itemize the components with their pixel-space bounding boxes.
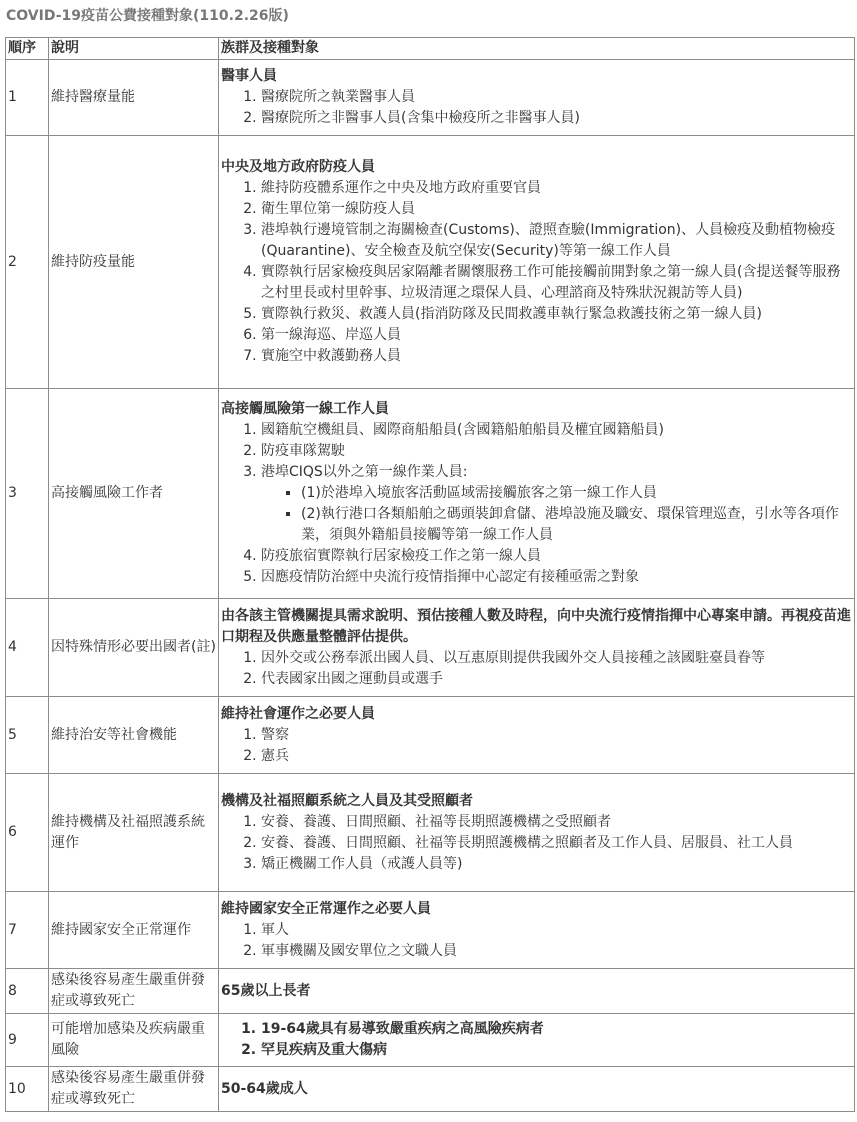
list-item: 1. 安養、養護、日間照顧、社福等長期照護機構之受照顧者 <box>261 812 852 833</box>
list-item: 5. 因應疫情防治經中央流行疫情指揮中心認定有接種亟需之對象 <box>261 567 852 588</box>
row-target-group <box>219 774 855 892</box>
list-item: 6. 第一線海巡、岸巡人員 <box>261 325 852 346</box>
table-row <box>6 969 855 1014</box>
row-number: 8 <box>6 969 49 1014</box>
row-number: 2 <box>6 136 49 389</box>
list-item: 1. 維持防疫體系運作之中央及地方政府重要官員 <box>261 178 852 199</box>
group-title: 由各該主管機關提具需求說明、預估接種人數及時程，向中央流行疫情指揮中心專案申請。再視疫苗進口期程及供應量整體評估提供。 <box>221 607 851 645</box>
row-number: 10 <box>6 1067 49 1112</box>
group-title: 維持社會運作之必要人員 <box>221 705 375 722</box>
list-item: 5. 實際執行救災、救護人員(指消防隊及民間救護車執行緊急救護技術之第一線人員) <box>261 304 852 325</box>
list-item: 1. 國籍航空機組員、國際商船船員(含國籍船舶船員及權宜國籍船員) <box>261 420 852 441</box>
row-target-group <box>219 599 855 697</box>
row-description: 因特殊情形必要出國者(註) <box>49 599 219 697</box>
list-item: 4. 防疫旅宿實際執行居家檢疫工作之第一線人員 <box>261 546 852 567</box>
page-title: COVID-19疫苗公費接種對象(110.2.26版) <box>6 8 289 24</box>
list-item: 2. 安養、養護、日間照顧、社福等長期照護機構之照顧者及工作人員、居服員、社工人員 <box>261 833 852 854</box>
vaccine-priority-table <box>5 37 855 1112</box>
list-item: 2. 醫療院所之非醫事人員(含集中檢疫所之非醫事人員) <box>261 108 852 129</box>
list-item-text: 港埠CIQS以外之第一線作業人員: <box>261 464 468 480</box>
list-item: 1. 軍人 <box>261 920 852 941</box>
group-list <box>221 648 852 690</box>
list-item: 4. 實際執行居家檢疫與居家隔離者關懷服務工作可能接觸前開對象之第一線人員(含提送餐等服務之村里長或村里幹事、垃圾清運之環保人員、心理諮商及特殊狀況親訪等人員) <box>261 262 852 304</box>
group-list <box>221 812 852 875</box>
list-item: 1. 警察 <box>261 725 852 746</box>
row-number: 1 <box>6 60 49 136</box>
row-target-group <box>219 892 855 969</box>
header-target-group: 族群及接種對象 <box>219 38 855 60</box>
sub-list-item: ▪ (2)執行港口各類船舶之碼頭裝卸倉儲、港埠設施及職安、環保管理巡查，引水等各項作業，須與外籍船員接觸等第一線工作人員 <box>301 504 852 546</box>
group-title: 維持國家安全正常運作之必要人員 <box>221 900 431 917</box>
row-description: 可能增加感染及疾病嚴重風險 <box>49 1014 219 1067</box>
table-row <box>6 774 855 892</box>
table-row <box>6 697 855 774</box>
group-list <box>221 87 852 129</box>
group-list <box>221 1019 852 1061</box>
row-description: 感染後容易產生嚴重併發症或導致死亡 <box>49 1067 219 1112</box>
group-list <box>221 920 852 962</box>
table-header-row <box>6 38 855 60</box>
row-description: 維持國家安全正常運作 <box>49 892 219 969</box>
group-title: 醫事人員 <box>221 68 277 84</box>
group-list <box>221 178 852 367</box>
row-number: 5 <box>6 697 49 774</box>
list-item: 1. 因外交或公務奉派出國人員、以互惠原則提供我國外交人員接種之該國駐臺員眷等 <box>261 648 852 669</box>
table-row <box>6 389 855 599</box>
group-list <box>221 725 852 767</box>
group-title: 50-64歲成人 <box>221 1080 308 1097</box>
list-item: 2. 憲兵 <box>261 746 852 767</box>
list-item: 2. 代表國家出國之運動員或選手 <box>261 669 852 690</box>
row-number: 9 <box>6 1014 49 1067</box>
table-row <box>6 1014 855 1067</box>
row-target-group <box>219 969 855 1014</box>
sub-list-item: ▪ (1)於港埠入境旅客活動區域需接觸旅客之第一線工作人員 <box>301 483 852 504</box>
group-title: 65歲以上長者 <box>221 982 311 999</box>
row-description: 維持醫療量能 <box>49 60 219 136</box>
row-target-group <box>219 136 855 389</box>
row-target-group <box>219 1067 855 1112</box>
row-description: 維持機構及社福照護系統運作 <box>49 774 219 892</box>
row-number: 7 <box>6 892 49 969</box>
row-target-group <box>219 1014 855 1067</box>
list-item: 2. 防疫車隊駕駛 <box>261 441 852 462</box>
list-item: 2. 衛生單位第一線防疫人員 <box>261 199 852 220</box>
list-item: 1. 醫療院所之執業醫事人員 <box>261 87 852 108</box>
group-title: 高接觸風險第一線工作人員 <box>221 401 389 417</box>
list-item <box>261 462 852 546</box>
table-row <box>6 1067 855 1112</box>
row-number: 4 <box>6 599 49 697</box>
row-number: 3 <box>6 389 49 599</box>
list-item: 2. 軍事機關及國安單位之文職人員 <box>261 941 852 962</box>
group-title: 機構及社福照顧系統之人員及其受照顧者 <box>221 792 473 809</box>
table-row <box>6 892 855 969</box>
row-number: 6 <box>6 774 49 892</box>
group-title: 中央及地方政府防疫人員 <box>221 159 375 175</box>
header-order: 順序 <box>6 38 49 60</box>
row-description: 感染後容易產生嚴重併發症或導致死亡 <box>49 969 219 1014</box>
list-item: 2. 罕見疾病及重大傷病 <box>261 1040 852 1061</box>
list-item: 3. 港埠執行邊境管制之海關檢查(Customs)、證照查驗(Immigration)、人員檢疫及動植物檢疫(Quarantine)、安全檢查及航空保安(Security)等第一線工作人員 <box>261 220 852 262</box>
list-item: 1. 19-64歲具有易導致嚴重疾病之高風險疾病者 <box>261 1019 852 1040</box>
table-row <box>6 599 855 697</box>
group-list <box>221 420 852 588</box>
row-target-group <box>219 697 855 774</box>
row-target-group <box>219 389 855 599</box>
row-description: 高接觸風險工作者 <box>49 389 219 599</box>
header-description: 說明 <box>49 38 219 60</box>
row-description: 維持防疫量能 <box>49 136 219 389</box>
row-target-group <box>219 60 855 136</box>
table-row <box>6 60 855 136</box>
sub-list <box>261 483 852 546</box>
list-item: 7. 實施空中救護勤務人員 <box>261 346 852 367</box>
list-item: 3. 矯正機關工作人員（戒護人員等) <box>261 854 852 875</box>
table-row <box>6 136 855 389</box>
row-description: 維持治安等社會機能 <box>49 697 219 774</box>
